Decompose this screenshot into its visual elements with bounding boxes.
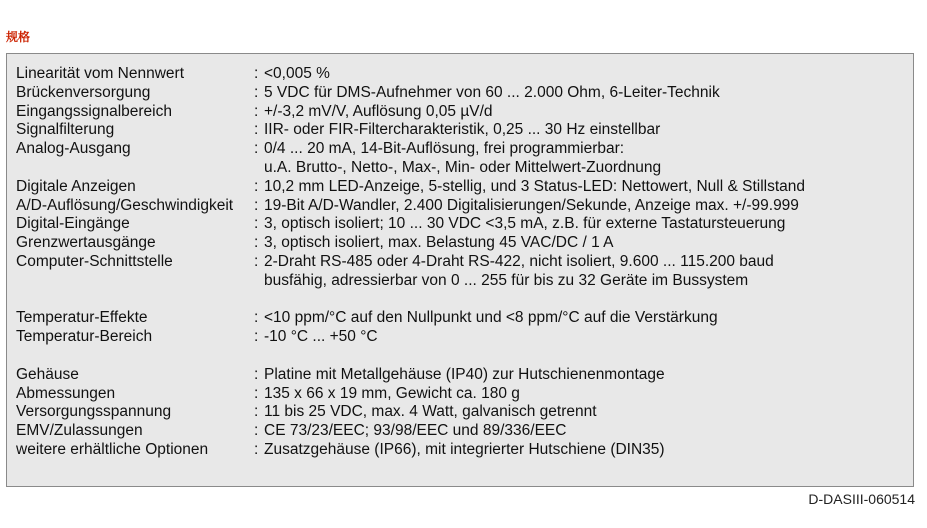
spec-separator: : <box>254 422 259 440</box>
spec-separator: : <box>254 252 259 270</box>
spec-label: weitere erhältliche Optionen <box>16 440 209 458</box>
spec-label: Analog-Ausgang <box>16 140 131 158</box>
spec-label: Digitale Anzeigen <box>16 177 136 195</box>
spec-value: Zusatzgehäuse (IP66), mit integrierter Hutschiene (DIN35) <box>264 440 665 458</box>
spec-value: -10 °C ... +50 °C <box>264 328 378 346</box>
spec-row <box>16 84 913 103</box>
spec-separator: : <box>254 215 259 233</box>
section-spacer <box>16 291 913 310</box>
spec-separator: : <box>254 234 259 252</box>
spec-label: Temperatur-Bereich <box>16 328 153 346</box>
spec-value: 10,2 mm LED-Anzeige, 5-stellig, und 3 Status-LED: Nettowert, Null & Stillstand <box>264 177 806 195</box>
spec-value: 3, optisch isoliert; 10 ... 30 VDC <3,5 mA, z.B. für externe Tastatursteuerung <box>264 215 786 233</box>
spec-row <box>16 103 913 122</box>
spec-label: Linearität vom Nennwert <box>16 65 184 82</box>
spec-separator: : <box>254 403 259 421</box>
spec-label: Versorgungsspannung <box>16 403 172 421</box>
spec-separator: : <box>254 83 259 101</box>
spec-label: Computer-Schnittstelle <box>16 252 173 270</box>
spec-label <box>16 159 254 178</box>
spec-value: 11 bis 25 VDC, max. 4 Watt, galvanisch getrennt <box>264 403 597 421</box>
spec-value: u.A. Brutto-, Netto-, Max-, Min- oder Mittelwert-Zuordnung <box>264 158 662 176</box>
spec-row <box>16 197 913 216</box>
spec-label: A/D-Auflösung/Geschwindigkeit <box>16 196 234 214</box>
spec-table <box>6 53 914 487</box>
document-code: D-DASIII-060514 <box>808 491 915 507</box>
spec-value: <0,005 % <box>264 65 330 82</box>
spec-separator: : <box>254 177 259 195</box>
spec-row-continuation <box>16 159 913 178</box>
spec-separator: : <box>254 196 259 214</box>
spec-label: Abmessungen <box>16 384 116 402</box>
spec-row <box>16 65 913 84</box>
spec-row <box>16 441 913 460</box>
spec-value: busfähig, adressierbar von 0 ... 255 für bis zu 32 Geräte im Bussystem <box>264 271 749 289</box>
spec-separator <box>254 159 264 178</box>
spec-value: 5 VDC für DMS-Aufnehmer von 60 ... 2.000 Ohm, 6-Leiter-Technik <box>264 83 720 101</box>
spec-label: Eingangssignalbereich <box>16 102 172 120</box>
section-heading: 规格 <box>6 30 31 44</box>
spec-row <box>16 422 913 441</box>
spec-row <box>16 385 913 404</box>
section-spacer <box>16 347 913 366</box>
spec-value: 19-Bit A/D-Wandler, 2.400 Digitalisierungen/Sekunde, Anzeige max. +/-99.999 <box>264 196 799 214</box>
spec-row <box>16 215 913 234</box>
spec-row <box>16 309 913 328</box>
spec-separator: : <box>254 365 259 383</box>
spec-row <box>16 366 913 385</box>
spec-value: Platine mit Metallgehäuse (IP40) zur Hutschienenmontage <box>264 365 665 383</box>
spec-row <box>16 140 913 159</box>
spec-separator: : <box>254 384 259 402</box>
spec-row <box>16 403 913 422</box>
spec-separator: : <box>254 121 259 139</box>
spec-label: Brückenversorgung <box>16 83 151 101</box>
spec-row <box>16 328 913 347</box>
spec-label: EMV/Zulassungen <box>16 422 143 440</box>
spec-separator: : <box>254 65 259 82</box>
spec-row <box>16 253 913 272</box>
spec-row <box>16 178 913 197</box>
spec-row-continuation <box>16 272 913 291</box>
spec-label: Gehäuse <box>16 365 79 383</box>
spec-separator <box>254 272 264 291</box>
spec-row <box>16 234 913 253</box>
spec-value: IIR- oder FIR-Filtercharakteristik, 0,25 ... 30 Hz einstellbar <box>264 121 661 139</box>
spec-separator: : <box>254 309 259 327</box>
spec-label: Digital-Eingänge <box>16 215 130 233</box>
spec-label: Temperatur-Effekte <box>16 309 148 327</box>
spec-value: 0/4 ... 20 mA, 14-Bit-Auflösung, frei programmierbar: <box>264 140 625 158</box>
spec-separator: : <box>254 328 259 346</box>
spec-value: +/-3,2 mV/V, Auflösung 0,05 µV/d <box>264 102 493 120</box>
spec-separator: : <box>254 440 259 458</box>
spec-label: Signalfilterung <box>16 121 115 139</box>
spec-label: Grenzwertausgänge <box>16 234 156 252</box>
spec-value: CE 73/23/EEC; 93/98/EEC und 89/336/EEC <box>264 422 567 440</box>
spec-rows <box>16 65 913 460</box>
spec-separator: : <box>254 140 259 158</box>
spec-value: 135 x 66 x 19 mm, Gewicht ca. 180 g <box>264 384 520 402</box>
spec-value: 2-Draht RS-485 oder 4-Draht RS-422, nicht isoliert, 9.600 ... 115.200 baud <box>264 252 774 270</box>
spec-value: <10 ppm/°C auf den Nullpunkt und <8 ppm/°C auf die Verstärkung <box>264 309 718 327</box>
spec-separator: : <box>254 102 259 120</box>
spec-row <box>16 121 913 140</box>
spec-value: 3, optisch isoliert, max. Belastung 45 VAC/DC / 1 A <box>264 234 614 252</box>
spec-label <box>16 272 254 291</box>
